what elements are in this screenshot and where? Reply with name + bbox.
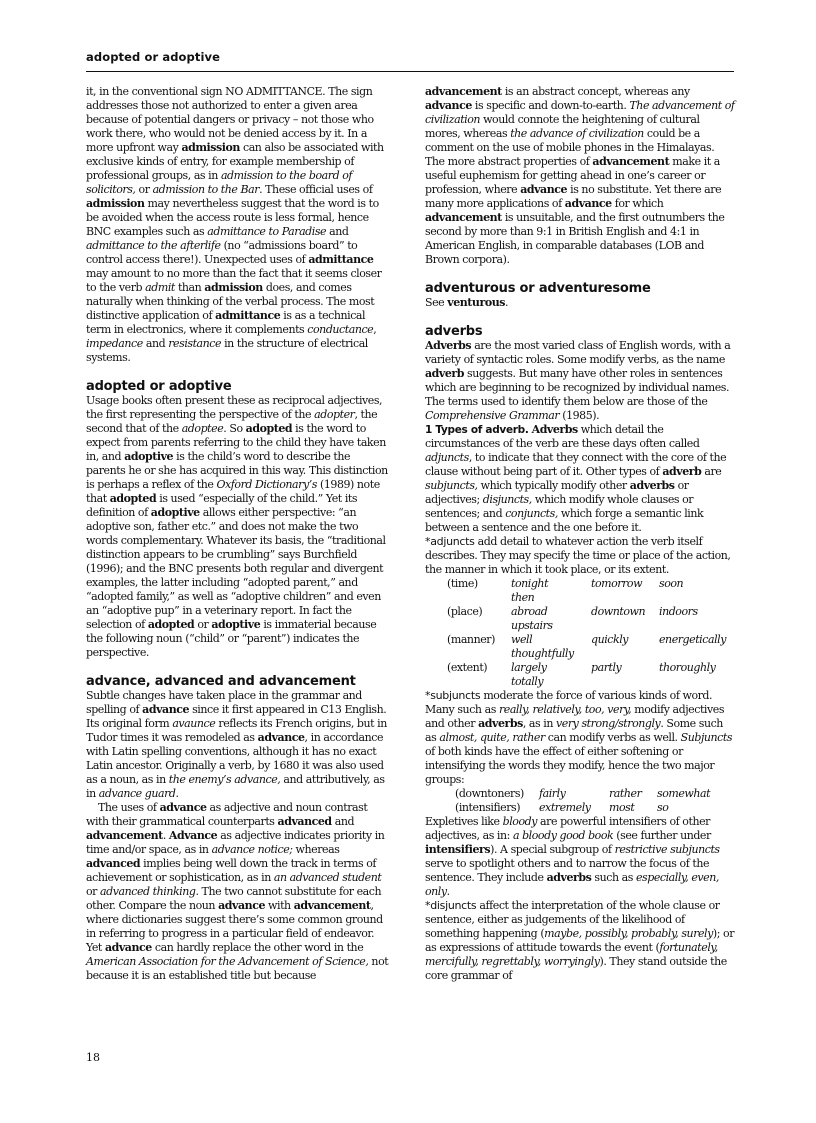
- headword-adverbs: adverbs: [425, 324, 483, 339]
- types-of-adverb-section: 1 Types of adverb. Adverbs which detail the circumstances of the verb are these days often called adjuncts, to indicate that they connect with the core of the clause without being part of it. Other types of adverb are subjuncts, which typically modify other adverbs or adjectives; disjuncts, which modify whole clauses or sentences; and conjuncts, which forge a semantic link between a sentence and the one before it.: [425, 423, 727, 534]
- table-row: (downtoners) fairly rather somewhat: [455, 787, 711, 800]
- subjuncts-section: *subjuncts moderate the force of various kinds of word. Many such as really, relatively, too, very, modify adjectives and other adverbs, as in very strong/strongly. Some such as almost, quite, rather can modify verbs as well. Subjuncts of both kinds have the effect of either softening or intensifying the words they modify, hence the two major groups:: [425, 689, 733, 786]
- table-row: (intensifiers) extremely most so: [455, 801, 669, 814]
- table-row: (time) tonight tomorrow soon: [447, 577, 684, 590]
- disjuncts-section: *disjuncts affect the interpretation of the whole clause or sentence, either as judgements of the likelihood of something happening (maybe, possibly, probably, surely); or as expressions of attitude towards the event (fortunately, mercifully, regrettably, worryingly). They stand outside the core grammar of: [425, 899, 735, 982]
- headword-adopted: adopted or adoptive: [86, 379, 232, 394]
- table-row: totally: [511, 675, 544, 688]
- headword-advance: advance, advanced and advancement: [86, 674, 356, 689]
- adopted-entry-text: Usage books often present these as reciprocal adjectives, the first representing the perspective of the adopter, the second that of the adoptee. So adopted is the word to expect from parents referring to the child they have taken in, and adoptive is the child’s word to describe the parents he or she has acquired in this way. This distinction is perhaps a reflex of the Oxford Dictionary’s (1989) note that adopted is used “especially of the child.” Yet its definition of adoptive allows either perspective: “an adoptive son, father etc.” and does not make the two words complementary. Whatever its basis, the “traditional distinction appears to be crumbling” says Burchfield (1996); and the BNC presents both regular and divergent examples, the latter including “adopted parent,” and “adopted family,” as well as “adoptive children” and even an “adoptive pup” in a veterinary report. In fact the selection of adopted or adoptive is immaterial because the following noun (“child” or “parent”) indicates the perspective.: [86, 394, 388, 659]
- right-column: [425, 85, 735, 983]
- advance-entry-continuation: advancement is an abstract concept, whereas any advance is specific and down-to-earth. The advancement of civilization would connote the heightening of cultural mores, whereas the advance of civilization could be a comment on the use of mobile phones in the Himalayas. The more abstract properties of advancement make it a useful euphemism for getting ahead in one’s career or profession, where advance is no substitute. Yet there are many more applications of advance for which advancement is unsuitable, and the first outnumbers the second by more than 9:1 in British English and 4:1 in American English, in comparable databases (LOB and Brown corpora).: [425, 85, 735, 266]
- expletives-paragraph: Expletives like bloody are powerful intensifiers of other adjectives, as in: a bloody good book (see further under intensifiers). A special subgroup of restrictive subjuncts serve to spotlight others and to narrow the focus of the sentence. They include adverbs such as especially, even, only.: [425, 815, 720, 898]
- adjunct-examples-table: [447, 577, 735, 689]
- table-row: then: [511, 591, 535, 604]
- table-row: upstairs: [511, 619, 553, 632]
- headword-adventurous: adventurous or adventuresome: [425, 281, 651, 296]
- table-row: thoughtfully: [511, 647, 574, 660]
- adjuncts-section: *adjuncts add detail to whatever action the verb itself describes. They may specify the time or place of the action, the manner in which it took place, or its extent.: [425, 535, 731, 576]
- header-rule: [86, 71, 734, 72]
- table-row: (extent) largely partly thoroughly: [447, 661, 716, 674]
- advance-entry-text-2: The uses of advance as adjective and noun contrast with their grammatical counterparts advanced and advancement. Advance as adjective indicates priority in time and/or space, as in advance notice; whereas advanced implies being well down the track in terms of achievement or sophistication, as in an advanced student or advanced thinking. The two cannot substitute for each other. Compare the noun advance with advancement, where dictionaries suggest there’s some common ground in referring to progress in a particular field of endeavor. Yet advance can hardly replace the other word in the American Association for the Advancement of Science, not because it is an established title but because: [86, 801, 389, 982]
- adventurous-entry-text: See venturous.: [425, 296, 509, 309]
- subjunct-examples-table: [455, 787, 710, 815]
- table-row: (manner) well quickly energetically: [447, 633, 726, 646]
- running-head: adopted or adoptive: [86, 50, 220, 64]
- admission-entry-continuation: it, in the conventional sign NO ADMITTANCE. The sign addresses those not authorized to enter a given area because of potential dangers or privacy – not those who work there, who would not be denied access by it. In a more upfront way admission can also be associated with exclusive kinds of entry, for example membership of professional groups, as in admission to the board of solicitors, or admission to the Bar. These official uses of admission may nevertheless suggest that the word is to be avoided when the access route is less formal, hence BNC examples such as admittance to Paradise and admittance to the afterlife (no “admissions board” to control access there!). Unexpected uses of admittance may amount to no more than the fact that it seems closer to the verb admit than admission does, and comes naturally when thinking of the verbal process. The most distinctive application of admittance is as a technical term in electronics, where it complements conductance, impedance and resistance in the structure of electrical systems.: [86, 85, 384, 364]
- table-row: (place) abroad downtown indoors: [447, 605, 698, 618]
- advance-entry-text-1: Subtle changes have taken place in the grammar and spelling of advance since it first appeared in C13 English. Its original form avaunce reflects its French origins, but in Tudor times it was remodeled as advance, in accordance with Latin spelling conventions, although it has no exact Latin ancestor. Originally a verb, by 1680 it was also used as a noun, as in the enemy’s advance, and attributively, as in advance guard.: [86, 689, 387, 800]
- adverbs-entry-intro: Adverbs are the most varied class of English words, with a variety of syntactic roles. Some modify verbs, as the name adverb suggests. But many have other roles in sentences which are beginning to be recognized by individual names. The terms used to identify them below are those of the Comprehensive Grammar (1985).: [425, 339, 731, 422]
- page-number: 18: [86, 1051, 100, 1064]
- left-column: [86, 85, 390, 983]
